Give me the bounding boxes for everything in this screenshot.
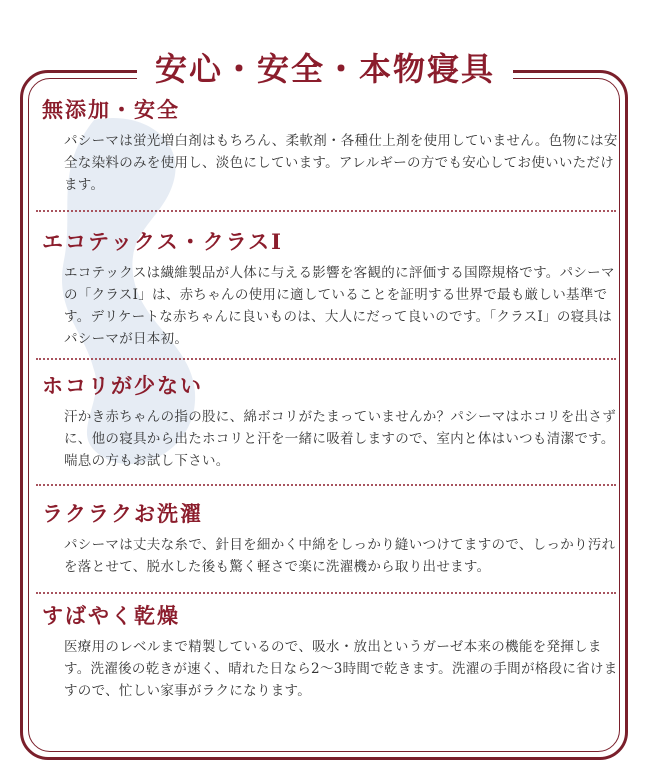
section-heading: 無添加・安全 bbox=[42, 97, 180, 122]
section-divider bbox=[36, 484, 616, 486]
section-divider bbox=[36, 210, 616, 212]
section-body: パシーマは丈夫な糸で、針目を細かく中綿をしっかり縫いつけてますので、しっかり汚れを落とせて、脱水した後も驚く軽さで楽に洗濯機から取り出せます。 bbox=[64, 537, 616, 575]
page-title: 安心・安全・本物寝具 bbox=[137, 44, 513, 94]
section-body: エコテックスは繊維製品が人体に与える影響を客観的に評価する国際規格です。パシーマの「クラスI」は、赤ちゃんの使用に適していることを証明する世界で最も厳しい基準です。デリケートな赤ちゃんに良いものは、大人にだって良いのです。「クラスI」の寝具はパシーマが日本初。 bbox=[64, 265, 615, 347]
section-quick-dry bbox=[42, 602, 622, 702]
title-wrap bbox=[0, 44, 650, 94]
section-easy-wash bbox=[42, 500, 622, 578]
section-oekotex bbox=[42, 228, 622, 350]
section-body: パシーマは蛍光増白剤はもちろん、柔軟剤・各種仕上剤を使用していません。色物には安全な染料のみを使用し、淡色にしています。アレルギーの方でも安心してお使いいただけます。 bbox=[64, 133, 618, 193]
section-heading: すばやく乾燥 bbox=[42, 603, 180, 628]
section-additive-free bbox=[42, 96, 622, 196]
section-heading: ラクラクお洗濯 bbox=[42, 501, 203, 526]
section-body: 汗かき赤ちゃんの指の股に、綿ボコリがたまっていませんか？パシーマはホコリを出さずに、他の寝具から出たホコリと汗を一緒に吸着しますので、室内と体はいつも清潔です。喘息の方もお試し下さい。 bbox=[64, 409, 616, 469]
section-heading: エコテックス・クラスI bbox=[42, 229, 283, 254]
section-divider bbox=[36, 358, 616, 360]
section-low-dust bbox=[42, 372, 622, 472]
section-heading: ホコリが少ない bbox=[42, 373, 203, 398]
section-divider bbox=[36, 592, 616, 594]
section-body: 医療用のレベルまで精製しているので、吸水・放出というガーゼ本来の機能を発揮します。洗濯後の乾きが速く、晴れた日なら2～3時間で乾きます。洗濯の手間が格段に省けますので、忙しい家事がラクになります。 bbox=[64, 639, 618, 699]
